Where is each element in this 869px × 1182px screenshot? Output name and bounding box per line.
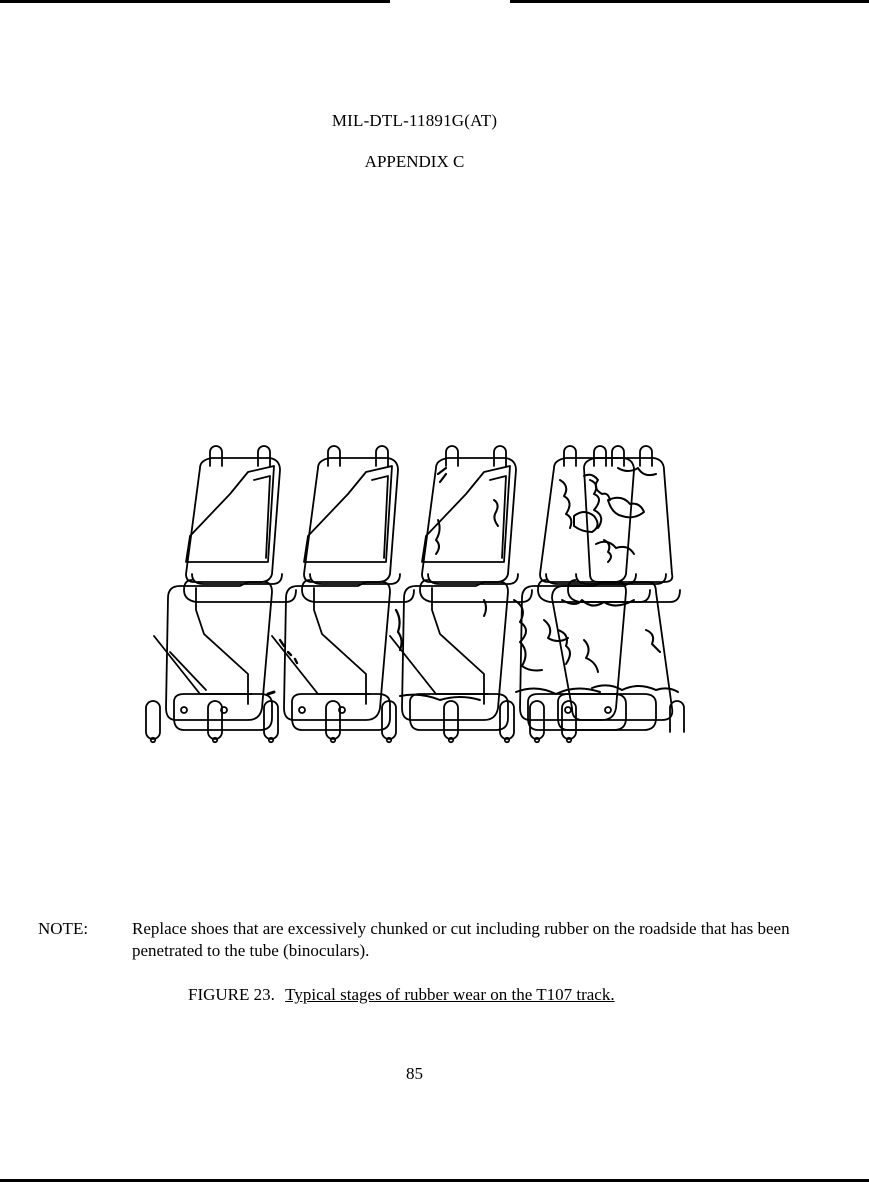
top-rule-gap: [390, 0, 510, 3]
track-shoe-figure: [140, 440, 700, 760]
track-shoe-wear-illustration: [140, 440, 700, 760]
figure-number: FIGURE 23.: [188, 985, 275, 1004]
figure-caption: [188, 985, 615, 1005]
track-shoe-stage-2: [264, 446, 414, 742]
track-shoe-stage-1: [146, 446, 296, 742]
page-number: 85: [406, 1064, 423, 1083]
note-label: NOTE:: [38, 919, 89, 938]
appendix-heading: APPENDIX C: [364, 152, 465, 171]
note-text: Replace shoes that are excessively chunked or cut including rubber on the roadside that has been penetrated to the tube (binoculars).: [132, 919, 790, 960]
figure-title: Typical stages of rubber wear on the T107 track.: [285, 985, 615, 1004]
document-id: MIL-DTL-11891G(AT): [331, 111, 498, 130]
track-shoe-stage-3: [382, 446, 532, 742]
track-shoe-stage-4: [500, 446, 650, 742]
track-shoe-stage-5: [530, 446, 684, 742]
